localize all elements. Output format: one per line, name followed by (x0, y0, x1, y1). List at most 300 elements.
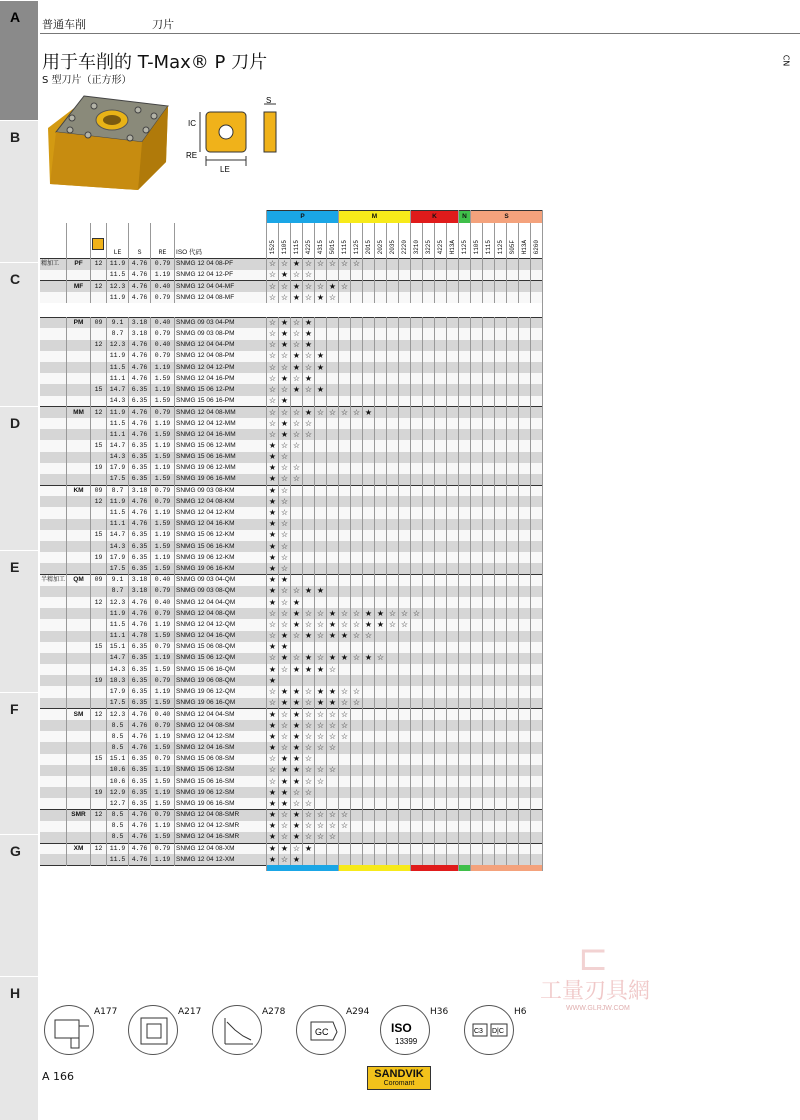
grade-mark: ★ (279, 787, 291, 798)
grade-label: 6260 (533, 239, 541, 254)
tab-e[interactable] (0, 550, 38, 690)
table-row (40, 608, 543, 619)
re-cell: 0.79 (151, 259, 175, 270)
re-cell: 1.19 (151, 731, 175, 742)
grade-mark (495, 384, 507, 395)
re-cell: 1.19 (151, 362, 175, 373)
table-row (40, 754, 543, 765)
table-row (40, 832, 543, 843)
grade-mark (495, 597, 507, 608)
grade-mark (315, 485, 327, 496)
geometry-cell (67, 653, 91, 664)
geometry-cell (67, 373, 91, 384)
operation-cell (40, 742, 67, 753)
grade-mark (495, 373, 507, 384)
s-cell: 3.18 (129, 328, 151, 339)
geometry-cell (67, 731, 91, 742)
grade-mark (291, 575, 303, 586)
grade-mark (375, 328, 387, 339)
grade-mark (387, 530, 399, 541)
iso-code: SNMG 15 06 16-QM (175, 664, 267, 675)
grade-mark (411, 720, 423, 731)
grade-mark (363, 776, 375, 787)
grade-mark (375, 754, 387, 765)
iso-code: SNMG 19 06 08-QM (175, 675, 267, 686)
header-rule (40, 33, 800, 34)
grade-mark: ☆ (303, 742, 315, 753)
grade-mark (531, 642, 543, 653)
grade-mark (531, 709, 543, 720)
ic-label: IC (188, 119, 196, 128)
grade-mark: ☆ (339, 709, 351, 720)
grade-mark (495, 686, 507, 697)
grade-mark (435, 810, 447, 821)
grade-mark: ★ (267, 452, 279, 463)
grade-mark: ★ (279, 642, 291, 653)
table-row (40, 351, 543, 362)
grade-mark (339, 798, 351, 809)
grade-mark (483, 429, 495, 440)
tab-a[interactable] (0, 0, 38, 120)
ic-cell: 12 (91, 259, 107, 270)
re-cell: 0.79 (151, 485, 175, 496)
grade-mark: ★ (267, 519, 279, 530)
grade-mark (411, 429, 423, 440)
grade-mark (399, 452, 411, 463)
grade-mark (303, 474, 315, 485)
grade-mark: ☆ (303, 698, 315, 709)
page-title: 用于车削的 T-Max® P 刀片 (42, 52, 268, 73)
grade-mark (483, 384, 495, 395)
iso-code: SNMG 19 06 12-KM (175, 552, 267, 563)
grade-header (267, 223, 279, 259)
grade-mark (399, 541, 411, 552)
grade-mark (351, 720, 363, 731)
grade-mark (315, 429, 327, 440)
s-cell: 6.35 (129, 474, 151, 485)
grade-mark: ★ (291, 698, 303, 709)
grade-label: 1115 (293, 239, 301, 254)
grade-mark: ☆ (291, 317, 303, 328)
grade-mark (375, 292, 387, 303)
table-row (40, 507, 543, 518)
ic-cell (91, 270, 107, 281)
grade-mark (327, 452, 339, 463)
grade-mark (363, 362, 375, 373)
s-cell: 4.76 (129, 259, 151, 270)
grade-mark (495, 642, 507, 653)
grade-mark (351, 765, 363, 776)
grade-mark (483, 664, 495, 675)
grade-mark: ☆ (351, 608, 363, 619)
grade-mark (483, 586, 495, 597)
grade-label: 1525 (269, 239, 277, 254)
spacer-row (40, 303, 543, 317)
page-ref-link[interactable]: H6 (514, 1007, 527, 1017)
grade-mark: ☆ (327, 821, 339, 832)
grade-mark (411, 519, 423, 530)
grade-mark (327, 328, 339, 339)
grade-mark (495, 463, 507, 474)
grade-mark (423, 507, 435, 518)
grade-mark (471, 821, 483, 832)
grade-mark (459, 281, 471, 292)
grade-mark: ☆ (279, 485, 291, 496)
grade-mark (339, 351, 351, 362)
grade-mark (351, 541, 363, 552)
grade-mark (423, 765, 435, 776)
grade-mark: ★ (291, 821, 303, 832)
grade-mark (387, 765, 399, 776)
grade-mark (363, 642, 375, 653)
ic-cell (91, 362, 107, 373)
grade-mark: ★ (267, 485, 279, 496)
grade-mark (327, 340, 339, 351)
grade-mark (291, 452, 303, 463)
grade-mark (411, 642, 423, 653)
grade-mark (387, 373, 399, 384)
grade-mark: ★ (267, 742, 279, 753)
holder-icon[interactable] (128, 1005, 178, 1055)
grade-mark (459, 328, 471, 339)
grade-mark (399, 787, 411, 798)
grade-mark (423, 292, 435, 303)
grade-mark (399, 798, 411, 809)
grade-mark (447, 340, 459, 351)
grade-mark (483, 496, 495, 507)
grade-mark (327, 575, 339, 586)
le-cell: 15.1 (107, 642, 129, 653)
iso-code: SNMG 19 06 16-MM (175, 474, 267, 485)
grade-mark (519, 832, 531, 843)
grade-mark (315, 854, 327, 865)
grade-mark (327, 563, 339, 574)
grade-mark (315, 541, 327, 552)
geometry-cell (67, 519, 91, 530)
grade-mark (447, 731, 459, 742)
grade-mark (459, 440, 471, 451)
c3-dc-icon[interactable] (464, 1005, 514, 1055)
grade-mark: ☆ (327, 765, 339, 776)
grade-mark: ★ (291, 597, 303, 608)
grade-mark (339, 463, 351, 474)
table-row (40, 631, 543, 642)
page-subtitle: S 型刀片（正方形） (42, 75, 132, 86)
re-cell: 0.79 (151, 642, 175, 653)
table-row (40, 407, 543, 418)
s-cell: 6.35 (129, 664, 151, 675)
insert-dimension-drawing (184, 96, 294, 176)
grade-mark (519, 686, 531, 697)
grade-mark (459, 642, 471, 653)
grade-mark (375, 384, 387, 395)
operation-cell (40, 720, 67, 731)
grade-mark (435, 597, 447, 608)
re-cell: 1.59 (151, 698, 175, 709)
grade-mark: ★ (327, 631, 339, 642)
grade-mark (291, 642, 303, 653)
table-row (40, 686, 543, 697)
ic-cell (91, 821, 107, 832)
grade-mark (471, 664, 483, 675)
grade-mark (531, 429, 543, 440)
grade-mark (507, 787, 519, 798)
grade-mark: ☆ (339, 686, 351, 697)
grade-mark (471, 396, 483, 407)
grade-mark: ★ (303, 631, 315, 642)
grade-mark: ★ (279, 765, 291, 776)
grade-mark (519, 328, 531, 339)
grade-mark (375, 575, 387, 586)
grade-mark (447, 642, 459, 653)
grade-mark (399, 843, 411, 854)
grade-mark (507, 597, 519, 608)
grade-mark (339, 507, 351, 518)
le-cell: 14.3 (107, 396, 129, 407)
grade-mark (507, 519, 519, 530)
grade-mark (447, 575, 459, 586)
grade-mark (315, 452, 327, 463)
grade-mark (471, 563, 483, 574)
grade-mark: ★ (267, 664, 279, 675)
grade-mark (375, 731, 387, 742)
grade-mark (303, 507, 315, 518)
grade-mark: ☆ (327, 709, 339, 720)
grade-mark (507, 653, 519, 664)
operation-cell (40, 507, 67, 518)
grade-mark (387, 485, 399, 496)
grade-mark (531, 351, 543, 362)
table-row (40, 720, 543, 731)
grade-mark: ☆ (291, 586, 303, 597)
grade-mark (351, 776, 363, 787)
tab-f[interactable] (0, 692, 38, 832)
tab-d[interactable] (0, 406, 38, 548)
grade-mark (363, 810, 375, 821)
turning-icon[interactable] (44, 1005, 94, 1055)
grade-mark (363, 843, 375, 854)
grade-mark (435, 575, 447, 586)
grade-mark (387, 832, 399, 843)
ic-cell (91, 798, 107, 809)
grade-mark: ★ (267, 832, 279, 843)
grade-mark (447, 664, 459, 675)
grade-mark (495, 407, 507, 418)
grade-mark: ★ (315, 384, 327, 395)
grade-mark: ☆ (267, 418, 279, 429)
s-cell: 4.76 (129, 810, 151, 821)
ic-cell (91, 698, 107, 709)
grade-mark (435, 418, 447, 429)
s-cell: 4.76 (129, 742, 151, 753)
tab-label: H (10, 985, 21, 1001)
page-ref-link[interactable]: A177 (94, 1007, 118, 1017)
grade-mark (375, 597, 387, 608)
grade-mark (411, 742, 423, 753)
tab-b[interactable] (0, 120, 38, 260)
grade-mark (459, 597, 471, 608)
le-cell: 14.3 (107, 664, 129, 675)
table-row (40, 787, 543, 798)
grade-mark (483, 362, 495, 373)
group-footer-p (267, 865, 339, 871)
le-cell: 12.9 (107, 787, 129, 798)
grade-label: 3225 (425, 239, 433, 254)
grade-mark: ☆ (267, 340, 279, 351)
grade-mark (519, 418, 531, 429)
grade-mark: ☆ (267, 328, 279, 339)
grade-mark (375, 787, 387, 798)
iso-13399-icon[interactable] (380, 1005, 430, 1055)
grade-mark (447, 496, 459, 507)
grade-mark (363, 698, 375, 709)
grade-mark (423, 552, 435, 563)
grade-mark (327, 541, 339, 552)
grade-mark (483, 259, 495, 270)
grade-mark: ★ (279, 686, 291, 697)
re-cell: 0.40 (151, 597, 175, 608)
grade-mark (531, 776, 543, 787)
grade-mark (423, 270, 435, 281)
grade-mark (375, 519, 387, 530)
grade-mark (339, 418, 351, 429)
grade-mark (411, 463, 423, 474)
re-cell: 1.19 (151, 653, 175, 664)
grade-mark (399, 575, 411, 586)
grade-mark (339, 452, 351, 463)
grade-mark (423, 317, 435, 328)
re-cell: 1.19 (151, 418, 175, 429)
grade-mark (375, 452, 387, 463)
grade-mark (375, 776, 387, 787)
grade-mark (351, 292, 363, 303)
ic-cell: 19 (91, 552, 107, 563)
tab-c[interactable] (0, 262, 38, 404)
grade-mark (507, 854, 519, 865)
table-row (40, 552, 543, 563)
le-cell: 10.6 (107, 765, 129, 776)
page-ref-link[interactable]: A217 (178, 1007, 202, 1017)
grade-mark: ☆ (399, 619, 411, 630)
grade-mark (363, 463, 375, 474)
tab-h[interactable] (0, 976, 38, 1120)
grade-mark: ☆ (291, 440, 303, 451)
grade-mark (507, 675, 519, 686)
iso-code: SNMG 15 06 12-PM (175, 384, 267, 395)
grade-mark (387, 463, 399, 474)
group-footer-n (459, 865, 471, 871)
page-ref-link[interactable]: A294 (346, 1007, 370, 1017)
grade-mark (327, 418, 339, 429)
grade-mark (447, 541, 459, 552)
grade-mark (447, 384, 459, 395)
page-ref-link[interactable]: H36 (430, 1007, 449, 1017)
grade-mark (483, 292, 495, 303)
gc-icon[interactable] (296, 1005, 346, 1055)
operation-cell (40, 698, 67, 709)
grade-mark (459, 854, 471, 865)
grade-mark (447, 686, 459, 697)
grade-mark (351, 563, 363, 574)
grade-mark (411, 328, 423, 339)
grade-mark (459, 485, 471, 496)
grade-mark (327, 270, 339, 281)
re-cell: 1.19 (151, 440, 175, 451)
grade-mark (375, 798, 387, 809)
grade-mark (399, 731, 411, 742)
grade-mark (495, 832, 507, 843)
iso-code: SNMG 12 04 16-SM (175, 742, 267, 753)
grade-mark (459, 586, 471, 597)
grade-mark: ☆ (339, 698, 351, 709)
grade-mark (423, 440, 435, 451)
grade-mark (351, 496, 363, 507)
grade-mark (375, 340, 387, 351)
grade-mark: ☆ (315, 832, 327, 843)
grade-mark: ★ (303, 653, 315, 664)
grade-mark (531, 653, 543, 664)
grade-mark (351, 798, 363, 809)
grade-mark (351, 843, 363, 854)
grade-mark (471, 530, 483, 541)
chart-icon[interactable] (212, 1005, 262, 1055)
ic-cell (91, 731, 107, 742)
page-ref-link[interactable]: A278 (262, 1007, 286, 1017)
grade-mark (375, 373, 387, 384)
grade-mark (483, 854, 495, 865)
ic-cell (91, 720, 107, 731)
iso-code: SNMG 09 03 08-KM (175, 485, 267, 496)
grade-mark: ☆ (291, 429, 303, 440)
tab-g[interactable] (0, 834, 38, 974)
iso-code: SNMG 12 04 12-MM (175, 418, 267, 429)
s-cell: 6.35 (129, 686, 151, 697)
le-cell: 11.5 (107, 270, 129, 281)
grade-mark: ☆ (303, 686, 315, 697)
grade-mark (495, 552, 507, 563)
grade-mark (495, 619, 507, 630)
grade-mark: ★ (279, 317, 291, 328)
grade-mark: ★ (291, 754, 303, 765)
grade-mark: ☆ (315, 821, 327, 832)
table-row (40, 810, 543, 821)
grade-label: 1115 (341, 239, 349, 254)
grade-mark (435, 765, 447, 776)
grade-mark (459, 720, 471, 731)
svg-text:D|C: D|C (492, 1028, 504, 1035)
grade-mark (507, 586, 519, 597)
grade-mark (459, 631, 471, 642)
ic-cell: 12 (91, 843, 107, 854)
grade-mark (375, 686, 387, 697)
grade-mark (303, 552, 315, 563)
grade-mark (435, 686, 447, 697)
grade-mark (483, 619, 495, 630)
grade-mark (423, 720, 435, 731)
grade-mark: ☆ (339, 407, 351, 418)
table-row (40, 259, 543, 270)
grade-mark (423, 776, 435, 787)
grade-mark (435, 463, 447, 474)
grade-mark (435, 642, 447, 653)
grade-mark (387, 642, 399, 653)
grade-mark (411, 259, 423, 270)
grade-mark: ☆ (315, 810, 327, 821)
grade-mark (507, 619, 519, 630)
grade-mark (339, 292, 351, 303)
grade-mark: ☆ (351, 619, 363, 630)
grade-mark (363, 474, 375, 485)
